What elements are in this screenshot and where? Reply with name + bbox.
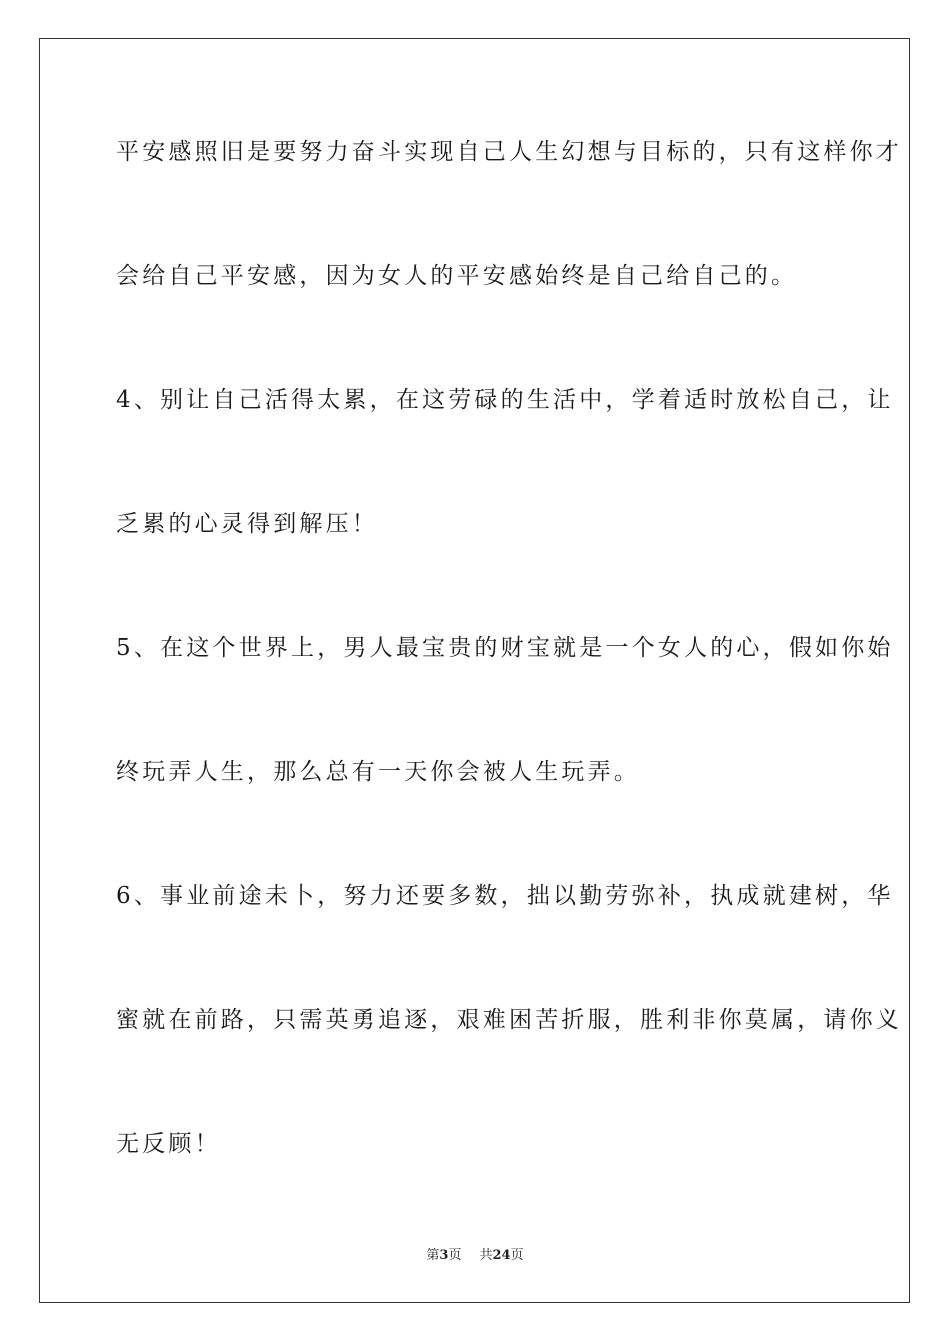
text-line: 平安感照旧是要努力奋斗实现自己人生幻想与目标的，只有这样你才: [116, 139, 902, 165]
page-border: [39, 38, 910, 1303]
text-line: 无反顾！: [116, 1131, 221, 1157]
text-line: 4、别让自己活得太累，在这劳碌的生活中，学着适时放松自己，让: [116, 387, 894, 413]
page-footer: [0, 1247, 950, 1265]
page-number: 第3页: [426, 1248, 462, 1263]
text-line: 乏累的心灵得到解压！: [116, 511, 378, 537]
text-line: 5、在这个世界上，男人最宝贵的财宝就是一个女人的心，假如你始: [116, 635, 894, 661]
text-line: 会给自己平安感，因为女人的平安感始终是自己给自己的。: [116, 263, 798, 289]
page-total: 共24页: [479, 1248, 524, 1263]
text-line: 6、事业前途未卜，努力还要多数，拙以勤劳弥补，执成就建树，华: [116, 883, 894, 909]
text-line: 蜜就在前路，只需英勇追逐，艰难困苦折服，胜利非你莫属，请你义: [116, 1007, 902, 1033]
text-line: 终玩弄人生，那么总有一天你会被人生玩弄。: [116, 759, 640, 785]
